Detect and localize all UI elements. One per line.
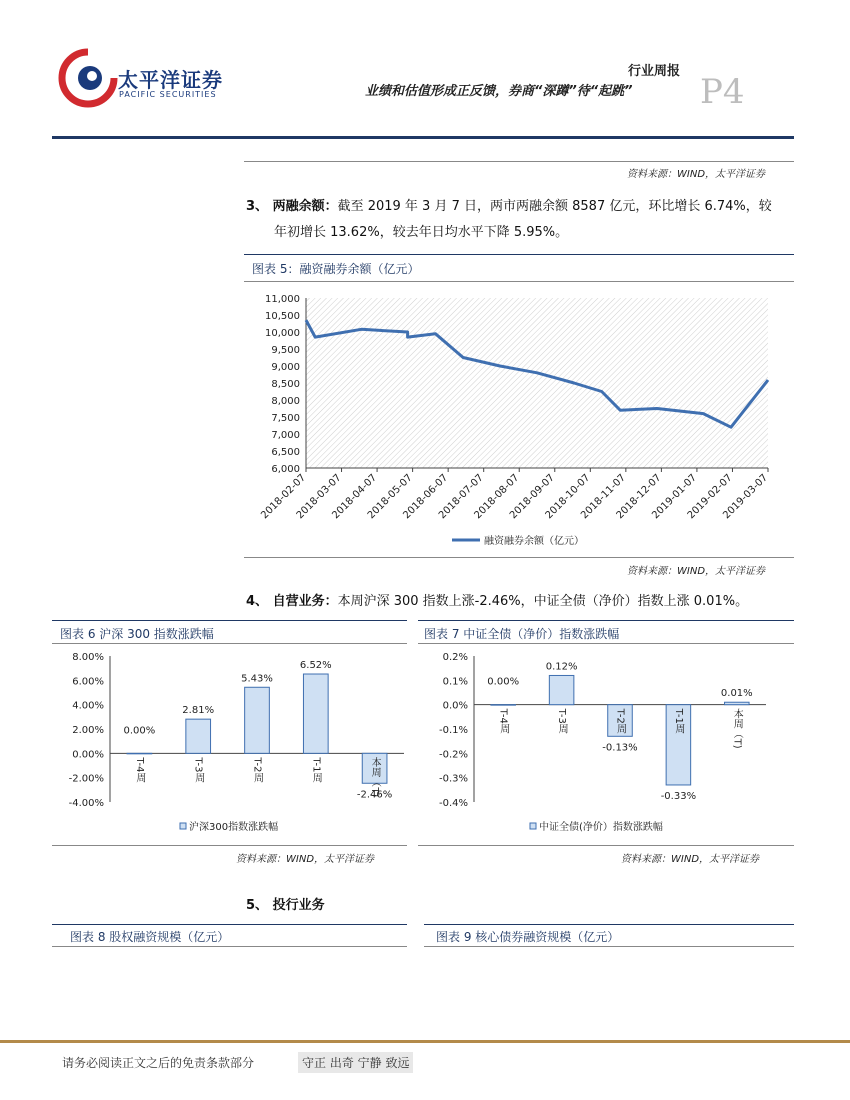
x-tick-label: 2018-11-07 bbox=[579, 472, 628, 522]
y-tick-label: 9,000 bbox=[271, 362, 300, 373]
bar bbox=[725, 702, 750, 704]
y-tick-label: 2.00% bbox=[72, 725, 104, 736]
source-rule bbox=[244, 161, 794, 162]
data-label: 2.81% bbox=[182, 705, 215, 717]
x-tick-label: 2018-10-07 bbox=[543, 472, 593, 522]
data-label: 0.00% bbox=[487, 676, 520, 688]
data-label: -0.13% bbox=[602, 742, 638, 754]
figure5-title: 图表 5：融资融券余额（亿元） bbox=[252, 262, 420, 276]
legend-label: 中证全债(净价）指数涨跌幅 bbox=[539, 822, 663, 833]
data-label: -2.46% bbox=[356, 789, 393, 801]
figure7-top-rule bbox=[418, 620, 794, 621]
category-label: 本周（T) bbox=[731, 708, 743, 749]
y-tick-label: 0.0% bbox=[442, 700, 468, 712]
x-tick-label: 2018-12-07 bbox=[614, 472, 664, 522]
bar bbox=[186, 719, 211, 753]
category-label: T-2周 bbox=[251, 757, 263, 783]
bar bbox=[303, 674, 328, 753]
section3-paragraph bbox=[246, 194, 794, 246]
y-tick-label: 6,000 bbox=[271, 464, 300, 475]
x-tick-label: 2018-08-07 bbox=[472, 472, 522, 522]
data-label: 0.00% bbox=[123, 725, 156, 737]
legend bbox=[452, 534, 584, 547]
x-tick-label: 2018-02-07 bbox=[259, 472, 309, 522]
figure6-top-rule bbox=[52, 620, 407, 621]
y-tick-label: 0.1% bbox=[442, 676, 468, 688]
data-label: 0.12% bbox=[545, 661, 578, 673]
y-tick-label: -0.1% bbox=[438, 725, 468, 736]
y-tick-label: 6.00% bbox=[72, 676, 104, 688]
bar bbox=[491, 705, 516, 706]
y-tick-label: 0.2% bbox=[442, 652, 468, 663]
report-type: 行业周报 bbox=[628, 64, 681, 79]
footer-rule bbox=[0, 1040, 850, 1043]
company-name-cn: 太平洋证券 bbox=[118, 68, 223, 92]
data-label: 6.52% bbox=[299, 660, 332, 672]
x-tick-label: 2019-03-07 bbox=[721, 472, 771, 522]
figure9-top-rule bbox=[424, 924, 794, 925]
section3-line1: 截至 2019 年 3 月 7 日，两市两融余额 8587 亿元，环比增长 6.74%，较 bbox=[337, 199, 772, 214]
y-tick-label: 10,500 bbox=[265, 311, 300, 322]
category-label: T-1周 bbox=[672, 708, 684, 734]
section4-text: 本周沪深 300 指数上涨-2.46%，中证全债（净价）指数上涨 0.01%。 bbox=[337, 594, 749, 609]
figure8-top-rule bbox=[52, 924, 407, 925]
figure6-title: 图表 6 沪深 300 指数涨跌幅 bbox=[60, 627, 214, 641]
report-title: 业绩和估值形成正反馈，券商“深蹲”待“起跳” bbox=[365, 84, 633, 99]
figure8-title-rule bbox=[52, 946, 407, 947]
figure5-source: 资料来源：WIND，太平洋证券 bbox=[627, 566, 766, 577]
legend-swatch bbox=[180, 823, 186, 829]
section5-heading bbox=[246, 893, 325, 919]
footer-motto: 守正 出奇 宁静 致远 bbox=[298, 1052, 413, 1073]
y-tick-label: 8,000 bbox=[271, 396, 300, 407]
legend-label: 融资融券余额（亿元） bbox=[484, 536, 584, 547]
category-label: T-3周 bbox=[192, 757, 204, 783]
bar bbox=[549, 675, 574, 704]
x-tick-label: 2018-06-07 bbox=[401, 472, 451, 522]
y-tick-label: 7,000 bbox=[271, 430, 300, 441]
y-tick-label: 8,500 bbox=[271, 379, 300, 390]
x-tick-label: 2018-05-07 bbox=[365, 472, 415, 522]
bond-index-bar-chart bbox=[418, 644, 794, 844]
figure6-bottom-rule bbox=[52, 845, 407, 846]
page-number: P4 bbox=[700, 72, 745, 112]
category-label: T-4周 bbox=[497, 708, 509, 734]
source-note: 资料来源：WIND，太平洋证券 bbox=[627, 169, 766, 180]
y-tick-label: -0.3% bbox=[438, 773, 468, 785]
bar bbox=[245, 687, 270, 753]
figure5-top-rule bbox=[244, 254, 794, 255]
x-tick-label: 2019-02-07 bbox=[685, 472, 735, 522]
legend-swatch bbox=[530, 823, 536, 829]
section3-label: 3、 两融余额： bbox=[246, 199, 338, 214]
category-label: 本周（T) bbox=[369, 757, 381, 798]
x-tick-label: 2018-07-07 bbox=[436, 472, 486, 522]
category-label: T-3周 bbox=[556, 708, 568, 734]
figure7-title: 图表 7 中证全债（净价）指数涨跌幅 bbox=[424, 627, 620, 641]
plot-area bbox=[306, 298, 768, 468]
footer-disclaimer: 请务必阅读正文之后的免责条款部分 bbox=[62, 1056, 255, 1070]
y-tick-label: -4.00% bbox=[68, 798, 104, 809]
section3-line2: 年初增长 13.62%，较去年日均水平下降 5.95%。 bbox=[274, 225, 569, 240]
header-rule bbox=[52, 136, 794, 139]
y-tick-label: 9,500 bbox=[271, 345, 300, 356]
x-tick-label: 2018-04-07 bbox=[330, 472, 380, 522]
y-tick-label: -0.4% bbox=[438, 798, 468, 809]
logo-mark-icon bbox=[58, 48, 118, 108]
hs300-bar-chart bbox=[52, 644, 407, 844]
company-name-en: PACIFIC SECURITIES bbox=[119, 90, 217, 99]
section4-label: 4、 自营业务： bbox=[246, 594, 338, 609]
section4-paragraph bbox=[246, 589, 748, 615]
figure6-source: 资料来源：WIND，太平洋证券 bbox=[236, 854, 375, 865]
company-logo bbox=[58, 48, 118, 108]
y-tick-label: 11,000 bbox=[265, 294, 300, 305]
data-label: -0.33% bbox=[660, 790, 697, 802]
figure9-title-rule bbox=[424, 946, 794, 947]
y-tick-label: 6,500 bbox=[271, 447, 300, 458]
y-tick-label: 10,000 bbox=[265, 328, 300, 339]
category-label: T-4周 bbox=[133, 757, 145, 783]
bar bbox=[127, 753, 152, 754]
x-tick-label: 2018-03-07 bbox=[294, 472, 344, 522]
category-label: T-2周 bbox=[614, 708, 626, 734]
figure8-title: 图表 8 股权融资规模（亿元） bbox=[70, 930, 230, 944]
y-tick-label: 8.00% bbox=[72, 652, 104, 663]
y-tick-label: -0.2% bbox=[438, 749, 468, 761]
x-tick-label: 2019-01-07 bbox=[650, 472, 700, 522]
y-tick-label: 7,500 bbox=[271, 413, 300, 424]
data-label: 5.43% bbox=[241, 673, 273, 685]
section5-label: 5、 投行业务 bbox=[246, 898, 325, 913]
y-tick-label: -2.00% bbox=[68, 773, 104, 785]
y-tick-label: 0.00% bbox=[72, 749, 104, 761]
figure5-title-rule bbox=[244, 281, 794, 282]
legend-label: 沪深300指数涨跌幅 bbox=[189, 822, 279, 833]
category-label: T-1周 bbox=[310, 757, 322, 783]
x-tick-label: 2018-09-07 bbox=[508, 472, 557, 522]
data-label: 0.01% bbox=[720, 688, 753, 700]
figure7-source: 资料来源：WIND，太平洋证券 bbox=[621, 854, 760, 865]
margin-balance-chart bbox=[244, 284, 794, 558]
figure7-bottom-rule bbox=[418, 845, 794, 846]
figure5-bottom-rule bbox=[244, 557, 794, 558]
y-tick-label: 4.00% bbox=[72, 700, 104, 712]
figure9-title: 图表 9 核心债券融资规模（亿元） bbox=[436, 930, 620, 944]
